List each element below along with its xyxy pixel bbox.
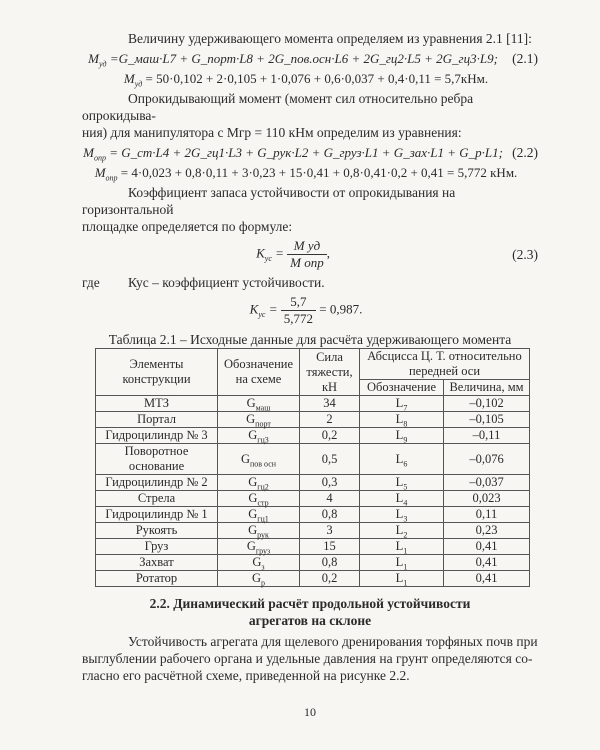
table-row [96, 444, 530, 475]
symbol-sub: 1 [403, 546, 408, 556]
symbol-l: L [395, 555, 404, 569]
symbol-l: L [395, 523, 404, 537]
symbol-sub: 8 [403, 419, 408, 429]
symbol-g: G [248, 507, 258, 521]
eq-lhs: K [249, 301, 259, 317]
fraction [287, 238, 327, 271]
symbol-sub: гц1 [257, 514, 269, 524]
where-definition: Кус – коэффициент устойчивости. [128, 275, 325, 290]
cell-abs-value: 0,11 [444, 507, 530, 523]
cell-force: 3 [300, 523, 360, 539]
denominator: 5,772 [283, 311, 313, 326]
equation-2-3: $K_{ус}$ = $\frac{\text{M уд}}{\text{M опр}}$ , [256, 238, 331, 270]
table-row [96, 491, 530, 507]
symbol-g: G [246, 396, 256, 410]
symbol-sub: 6 [403, 459, 408, 468]
numerator: 5,7 [281, 294, 316, 311]
cell-force: 4 [300, 491, 360, 507]
paragraph-line: Коэффициент запаса устойчивости от опрокидывания на горизонтальной [82, 185, 456, 217]
symbol-l: L [395, 571, 404, 585]
cell-symbol [218, 396, 300, 412]
symbol-sub: гц3 [257, 435, 269, 445]
eq-rhs: =G_маш·L7 + G_порт·L8 + 2G_пов.осн·L6 + 2G_гц2·L5 + 2G_гц3·L9; [109, 51, 498, 66]
fraction [281, 294, 316, 327]
cell-abs-value: 0,23 [444, 523, 530, 539]
symbol-g: G [248, 428, 258, 442]
cell-symbol [218, 428, 300, 444]
table-row [96, 475, 530, 491]
data-table [95, 348, 530, 587]
paragraph-line: гласно его расчётной схеме, приведенной на рисунке 2.2. [82, 668, 410, 683]
equation-2-3-row [82, 238, 538, 271]
section-heading-line: агрегатов на склоне [248, 613, 372, 628]
eq-lhs-sub: ус [264, 254, 272, 264]
eq-rhs: = 50·0,102 + 2·0,105 + 1·0,076 + 0,6·0,037 + 0,4·0,11 = 5,7кНм. [145, 71, 489, 86]
cell-element: Рукоять [96, 523, 218, 539]
cell-abs-symbol [360, 444, 444, 475]
equation-kyc-row [82, 294, 538, 327]
cell-abs-symbol [360, 523, 444, 539]
symbol-g: G [248, 491, 258, 505]
symbol-g: G [246, 539, 256, 553]
cell-element: Груз [96, 539, 218, 555]
equation-number: (2.3) [512, 247, 538, 262]
symbol-l: L [395, 491, 404, 505]
cell-element: Гидроцилиндр № 2 [96, 475, 218, 491]
eq-lhs-sub: уд [134, 79, 143, 89]
equation-2-1-row [82, 50, 538, 67]
symbol-sub: 2 [403, 530, 408, 540]
symbol-l: L [395, 412, 404, 426]
paragraph-line: Устойчивость агрегата для щелевого дренирования торфяных почв при [128, 634, 538, 649]
symbol-sub: маш [255, 403, 271, 413]
cell-abs-value: 0,023 [444, 491, 530, 507]
cell-abs-symbol [360, 475, 444, 491]
cell-force: 34 [300, 396, 360, 412]
cell-symbol [218, 475, 300, 491]
symbol-sub: 5 [403, 482, 408, 492]
cell-abs-value: –0,11 [444, 428, 530, 444]
symbol-sub: пов осн [249, 459, 277, 468]
header-abs-symbol: Обозначение [360, 380, 444, 396]
symbol-sub: з [261, 562, 265, 572]
symbol-l: L [395, 396, 404, 410]
cell-force: 0,8 [300, 555, 360, 571]
table-row [96, 396, 530, 412]
header-symbol: Обозначение на схеме [218, 349, 300, 396]
cell-element: Поворотное основание [96, 444, 218, 475]
cell-abs-symbol [360, 412, 444, 428]
cell-symbol [218, 444, 300, 475]
header-element: Элементы конструкции [96, 349, 218, 396]
cell-symbol [218, 412, 300, 428]
symbol-sub: р [261, 578, 266, 588]
symbol-sub: порт [255, 419, 271, 429]
symbol-sub: 4 [403, 498, 408, 508]
symbol-sub: 3 [403, 514, 408, 524]
table-row [96, 507, 530, 523]
cell-abs-symbol [360, 491, 444, 507]
symbol-g: G [248, 523, 258, 537]
symbol-sub: 7 [403, 403, 408, 413]
equation-2-1-calc-row [82, 70, 538, 87]
cell-abs-value: 0,41 [444, 539, 530, 555]
cell-element: Захват [96, 555, 218, 571]
symbol-g: G [248, 475, 258, 489]
symbol-g: G [240, 451, 250, 466]
symbol-sub: гц2 [257, 482, 269, 492]
section-heading [82, 595, 538, 629]
page-number: 10 [304, 705, 316, 719]
where-word: где [82, 275, 100, 290]
equation-number: (2.2) [512, 145, 538, 160]
section-heading-line: 2.2. Динамический расчёт продольной устойчивости [149, 596, 471, 611]
cell-element: Ротатор [96, 571, 218, 587]
header-abscissa: Абсцисса Ц. Т. относительно передней оси [360, 349, 530, 380]
eq-lhs: M [123, 71, 135, 86]
table-body [96, 396, 530, 587]
intro-line: Величину удерживающего момента определяем из уравнения 2.1 [11]: [128, 31, 532, 46]
cell-element: Стрела [96, 491, 218, 507]
eq-tail: , [326, 245, 331, 261]
where-row [82, 274, 538, 291]
cell-force: 0,5 [300, 444, 360, 475]
equation-2-2 [82, 144, 512, 161]
paragraph-line: ния) для манипулятора с Мгр = 110 кНм определим из уравнения: [82, 125, 462, 140]
symbol-l: L [395, 539, 404, 553]
cell-element: Портал [96, 412, 218, 428]
symbol-sub: стр [257, 498, 269, 508]
equation-2-2-calc [82, 164, 538, 181]
equation-2-1 [82, 50, 512, 67]
cell-force: 0,8 [300, 507, 360, 523]
cell-symbol [218, 539, 300, 555]
paragraph-line: площадке определяется по формуле: [82, 219, 293, 234]
cell-force: 0,2 [300, 571, 360, 587]
table-row [96, 539, 530, 555]
equation-number: (2.1) [512, 51, 538, 66]
eq-lhs-sub: ус [258, 310, 266, 320]
eq-lhs: M [94, 165, 106, 180]
symbol-l: L [395, 507, 404, 521]
cell-symbol [218, 491, 300, 507]
eq-lhs-sub: опр [105, 173, 118, 183]
eq-lhs-sub: опр [93, 153, 106, 163]
cell-force: 0,3 [300, 475, 360, 491]
header-force: Сила тяжести, кН [300, 349, 360, 396]
cell-element: Гидроцилиндр № 3 [96, 428, 218, 444]
denominator: M опр [290, 255, 324, 270]
numerator: M уд [287, 238, 327, 255]
cell-element: Гидроцилиндр № 1 [96, 507, 218, 523]
symbol-sub: груз [255, 546, 271, 556]
cell-symbol [218, 523, 300, 539]
eq-rhs: = 4·0,023 + 0,8·0,11 + 3·0,23 + 15·0,41 + 0,8·0,41·0,2 + 0,41 = 5,772 кНм. [120, 165, 518, 180]
cell-abs-value: 0,41 [444, 555, 530, 571]
table-row [96, 428, 530, 444]
cell-abs-value: 0,41 [444, 571, 530, 587]
cell-abs-symbol [360, 571, 444, 587]
equation-2-2-calc-row [82, 164, 538, 181]
cell-abs-symbol [360, 507, 444, 523]
cell-abs-value: –0,076 [444, 444, 530, 475]
cell-symbol [218, 571, 300, 587]
cell-element: МТЗ [96, 396, 218, 412]
cell-abs-value: –0,105 [444, 412, 530, 428]
cell-abs-value: –0,037 [444, 475, 530, 491]
cell-abs-symbol [360, 428, 444, 444]
cell-abs-symbol [360, 539, 444, 555]
eq-result: = 0,987. [319, 301, 363, 317]
symbol-sub: 1 [403, 578, 408, 588]
cell-abs-value: –0,102 [444, 396, 530, 412]
table-row [96, 412, 530, 428]
eq-lhs: M [83, 145, 94, 160]
cell-abs-symbol [360, 555, 444, 571]
eq-rhs: = G_ст·L4 + 2G_гц1·L3 + G_рук·L2 + G_груз·L1 + G_зах·L1 + G_р·L1; [109, 145, 503, 160]
equation-kyc-value: $K_{ус}$ = $\frac{5,7}{5,772}$ = 0,987. [249, 294, 363, 326]
header-abs-value: Величина, мм [444, 380, 530, 396]
equation-2-2-row [82, 144, 538, 161]
symbol-g: G [251, 571, 262, 585]
symbol-l: L [395, 475, 404, 489]
eq-lhs: M [88, 51, 99, 66]
cell-force: 0,2 [300, 428, 360, 444]
symbol-sub: 9 [403, 435, 408, 445]
cell-symbol [218, 507, 300, 523]
table-row [96, 523, 530, 539]
paragraph-line: выглублении рабочего органа и удельные давления на грунт определяются со- [82, 651, 533, 666]
eq-lhs-sub: уд [99, 59, 107, 69]
equation-2-1-calc [82, 70, 538, 87]
symbol-g: G [246, 412, 256, 426]
symbol-g: G [252, 555, 262, 569]
symbol-l: L [395, 428, 404, 442]
symbol-sub: рук [257, 530, 269, 540]
symbol-l: L [395, 451, 404, 466]
paragraph-line: Опрокидывающий момент (момент сил относительно ребра опрокидыва- [82, 91, 474, 123]
symbol-sub: 1 [403, 562, 408, 572]
table-caption: Таблица 2.1 – Исходные данные для расчёта удерживающего момента [108, 332, 512, 347]
table-row [96, 571, 530, 587]
cell-abs-symbol [360, 396, 444, 412]
table-row [96, 555, 530, 571]
cell-symbol [218, 555, 300, 571]
cell-force: 15 [300, 539, 360, 555]
eq-lhs: K [256, 245, 265, 261]
cell-force: 2 [300, 412, 360, 428]
